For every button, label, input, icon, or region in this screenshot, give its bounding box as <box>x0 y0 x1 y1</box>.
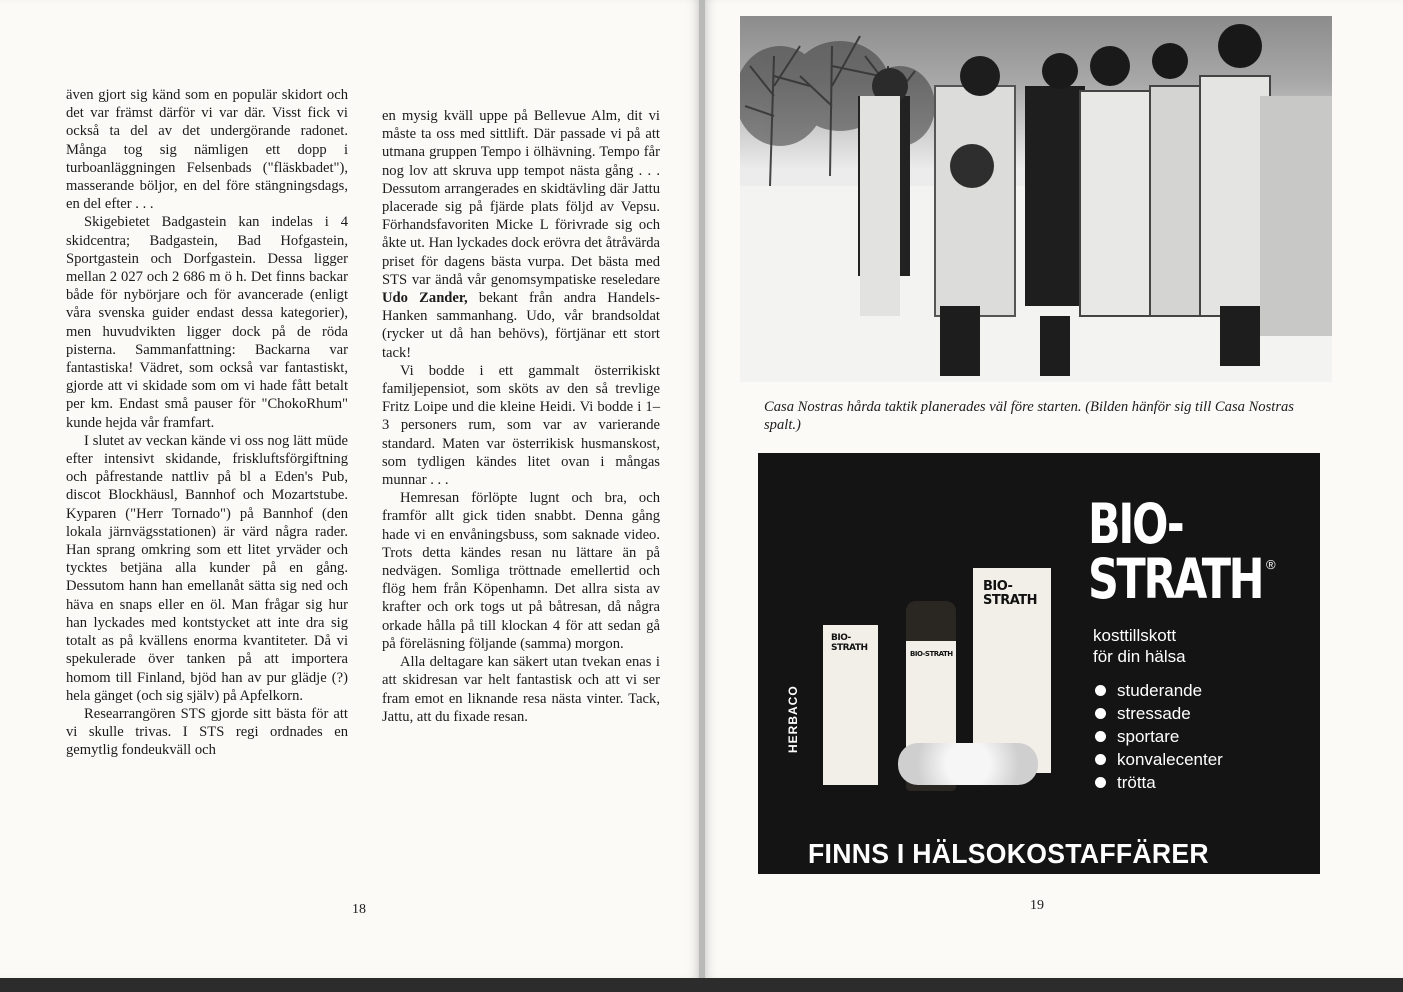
list-item: sportare <box>1093 725 1223 748</box>
left-page <box>0 0 699 978</box>
paragraph: Hemresan förlöpte lugnt och bra, och framför allt gick tiden snabbt. Denna gång hade vi en envåningsbuss, som saknade video. Trots detta kändes resan nu lättare än på nedvägen. Somliga tröttnade emellertid och flög hem från Köpenhamn. Det allra sista av krafter och ork togs ut på båtresan, då några orkade hålla på till klockan 4 för att sedan gå på föreläsning följande (samma) morgon. <box>382 490 660 652</box>
box-label: BIO- STRATH <box>983 579 1038 608</box>
registered-mark: ® <box>1266 557 1276 572</box>
box-label: BIO- STRATH <box>831 633 868 653</box>
list-item: studerande <box>1093 679 1223 702</box>
tagline-line: för din hälsa <box>1093 647 1186 666</box>
article-column-1 <box>66 86 348 760</box>
target-group-list <box>1093 679 1223 794</box>
text-run: bekant från andra Handels-Hanken sammanhang. Udo, vår brandsoldat (rycker ut då han behövs), förtjänar ett stort tack! <box>382 290 660 361</box>
list-item: stressade <box>1093 702 1223 725</box>
brand-line: STRATH <box>1088 547 1263 611</box>
list-item: konvalecenter <box>1093 748 1223 771</box>
paragraph <box>382 107 660 362</box>
tagline-line: kosttillskott <box>1093 626 1177 645</box>
tagline <box>1093 625 1186 667</box>
page-number: 19 <box>1030 898 1044 913</box>
list-item: trötta <box>1093 771 1223 794</box>
brand-line: BIO- <box>1088 492 1183 556</box>
bottle-label: BIO-STRATH <box>910 650 953 658</box>
product-box-small <box>823 625 878 785</box>
scan-bottom-edge <box>0 978 1403 992</box>
page-number: 18 <box>352 902 366 917</box>
bio-strath-advertisement <box>758 453 1320 874</box>
article-column-2 <box>382 107 660 726</box>
paragraph: Vi bodde i ett gammalt österrikiskt familjepensiot, som sköts av den så trevlige Fritz Loipe und die kleine Heidi. Vi bodde i 1–3 personers rum, som var av varierande standard. Maten var österrikisk husmanskost, som tydligen kändes litet ovan i mångas munnar . . . <box>382 362 660 489</box>
photo-caption: Casa Nostras hårda taktik planerades väl före starten. (Bilden hänför sig till Casa Nostras spalt.) <box>764 399 1294 433</box>
ski-group-photo <box>740 16 1332 382</box>
guide-name: Udo Zander, <box>382 290 468 307</box>
paragraph: även gjort sig känd som en populär skidort och det var främst därför vi var där. Visst fick vi också ta del av det undergörande radonet. Många tog sig nämligen ett dopp i turboanläggningen Felsenbads ("fläskbadet"), masserande böljor, en del före stängningsdags, en del efter . . . <box>66 87 348 213</box>
paragraph: Alla deltagare kan säkert utan tvekan enas i att skidresan var helt fantastisk och att vi ser fram emot en liknande resa nästa vinter. Tack, Jattu, att du fixade resan. <box>382 654 660 725</box>
photo-illustration <box>740 16 1332 382</box>
brand-logo <box>1088 492 1263 611</box>
paragraph: Skigebietet Badgastein kan indelas i 4 skidcentra; Badgastein, Bad Hofgastein, Sportgastein och Dorfgastein. Dessa ligger mellan 2 027 och 2 686 m ö h. Det finns backar både för nybörjare och för avancerade (enligt våra svenska guider endast dessa kategorier), men huvudvikten ligger dock på de röda pisterna. Sammanfattning: Backarna var fantastiska! Vädret, som också var fantastiskt, gjorde att vi skidade som om vi hade fått betalt per km. Endast små pauser för "ChokoRhum" kunde hejda vår framfart. <box>66 214 348 431</box>
tablets <box>898 743 1038 785</box>
text-run: en mysig kväll uppe på Bellevue Alm, dit vi måste ta oss med sittlift. Där passade vi på att utmana gruppen Tempo i ölhävning. Tempo får nog lov att skruva upp tempot nästa gång . . . Dessutom arrangerades en skidtävling där Jattu placerade sig på fjärde plats följd av Vepsu. Förhandsfavoriten Micke L förivrade sig och åkte ut. Han lyckades dock erövra det åtråvärda priset för dagens bästa vurpa. Det bästa med STS var ändå vår genomsympatiske reseledare <box>382 108 660 288</box>
paragraph: I slutet av veckan kände vi oss nog lätt müde efter intensivt skidande, friskluftsförgiftning och påfrestande nattliv på bl a Eden's Pub, discot Blockhäusl, Bannhof och Mozartstube. Kyparen ("Herr Tornado") på Bannhof (den lokala järnvägsstationen) är värd några rader. Han sprang omkring som ett litet yrväder och tycktes betjäna alla kunder på en gång. Dessutom hann han emellanåt sätta sig ned och häva en snaps eller en öl. Man frågar sig hur han lyckades med kontstycket att inte dra sig totalt as på kvällens enorma kvantiteter. Då vi spekulerade över tanken på att importera homom till Finland, bjöd han av pur glädje (?) hela gänget (och sig själv) på Apfelkorn. <box>66 432 348 704</box>
herbaco-logo: HERBACO <box>786 685 800 753</box>
ad-footer: FINNS I HÄLSOKOSTAFFÄRER <box>808 838 1209 869</box>
paragraph: Researrangören STS gjorde sitt bästa för att vi skulle trivas. I STS regi ordnades en gemytlig fondeukväll och <box>66 705 348 759</box>
